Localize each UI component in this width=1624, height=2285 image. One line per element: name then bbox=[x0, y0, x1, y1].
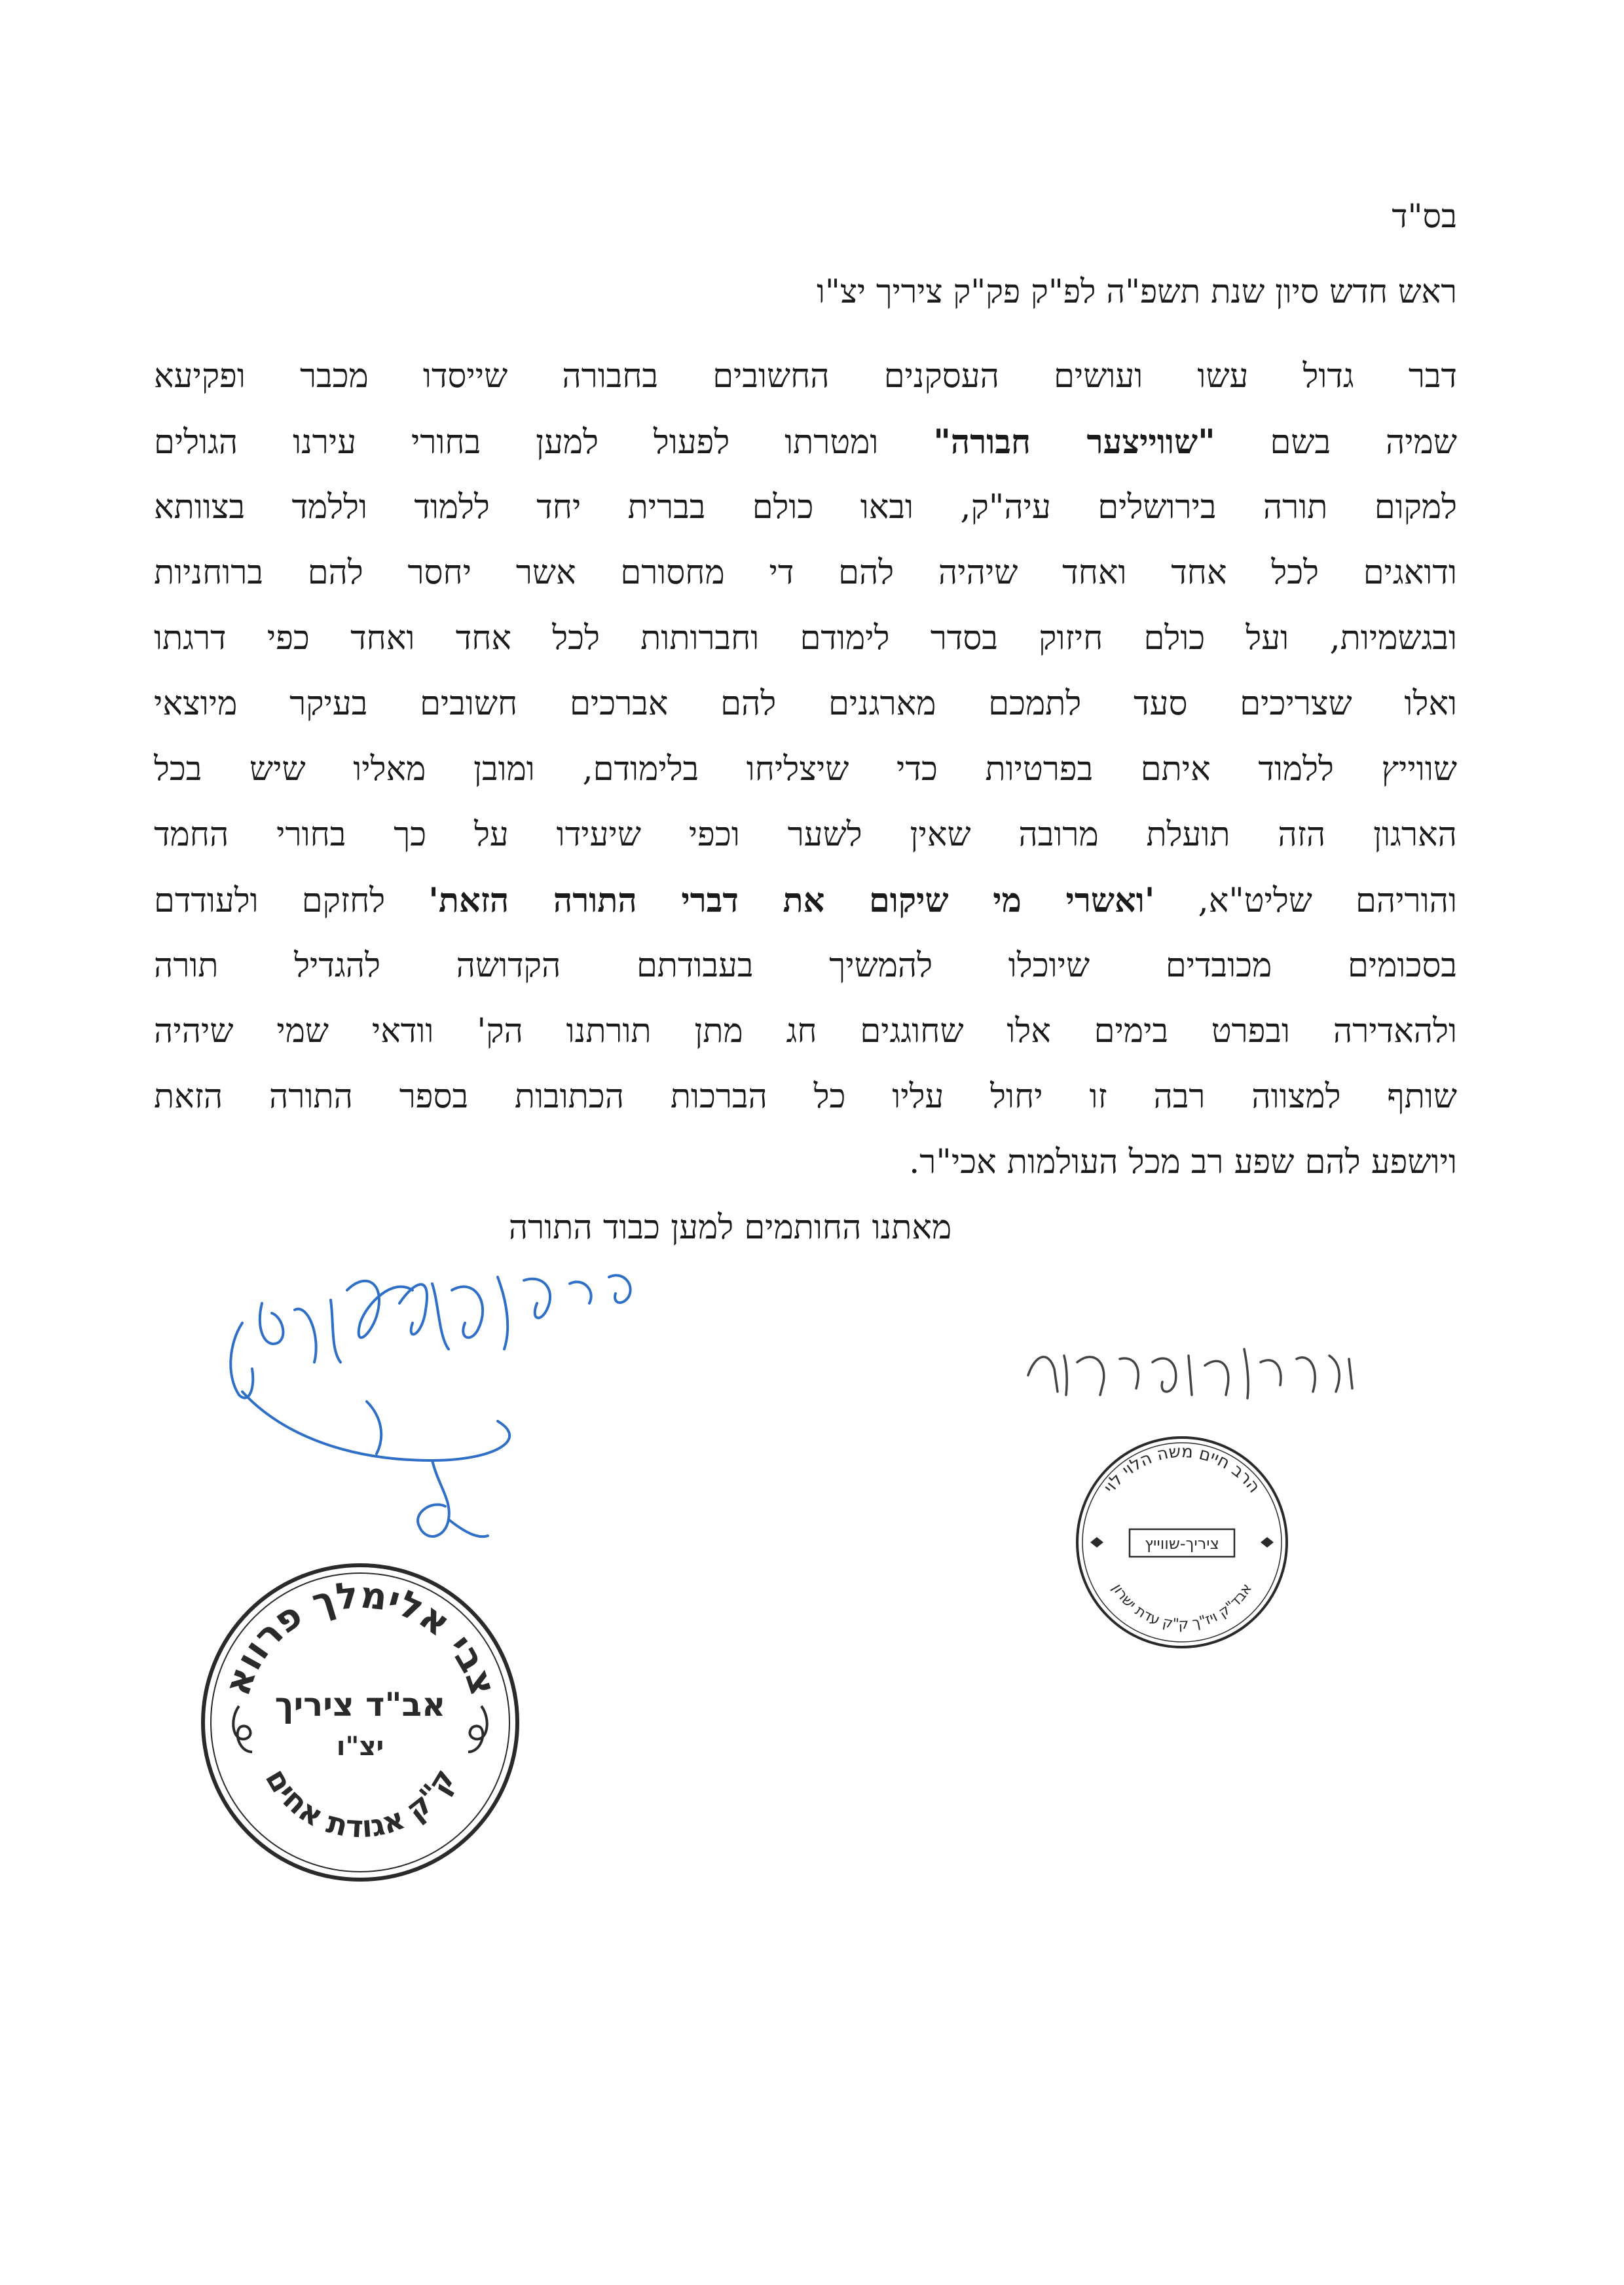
stamp-left-name: צבי אלימלך פרווא bbox=[215, 1574, 505, 1701]
signature-left bbox=[216, 1264, 688, 1552]
body-line: ולהאדירה ובפרט בימים אלו שחוגגים חג מתן תורתנו הק' וודאי שמי שיהיה bbox=[154, 1012, 1457, 1050]
stamp-left bbox=[193, 1555, 527, 1889]
body-text-segment: שמיה בשם bbox=[1215, 423, 1457, 462]
body-line: הארגון הזה תועלת מרובה שאין לשער וכפי שיעידו על כך בחורי החמד bbox=[154, 815, 1457, 854]
letter-body bbox=[154, 344, 1457, 1195]
stamp-left-abbrev: יצ"ו bbox=[336, 1732, 384, 1762]
quoted-verse: 'ואשרי מי שיקום את דברי התורה הזאת' bbox=[428, 881, 1155, 920]
body-line: ודואגים לכל אחד ואחד שיהיה להם די מחסורם אשר יחסר להם ברוחניות bbox=[154, 553, 1457, 592]
body-line: שותף למצווה רבה זו יחול עליו כל הברכות הכתובות בספר התורה הזאת bbox=[154, 1077, 1457, 1116]
body-line: ובגשמיות, ועל כולם חיזוק בסדר לימודם וחברותות לכל אחד ואחד כפי דרגתו bbox=[154, 619, 1457, 658]
body-line: בסכומים מכובדים שיוכלו להמשיך בעבודתם הקדושה להגדיל תורה bbox=[154, 946, 1457, 985]
closing-line bbox=[0, 1205, 1624, 1251]
body-text-segment: ומטרתו לפעול למען בחורי עירנו הגולים bbox=[154, 423, 934, 462]
body-line: ויושפע להם שפע רב מכל העולמות אכי"ר. bbox=[909, 1143, 1457, 1181]
body-line: שווייץ ללמוד איתם בפרטיות כדי שיצליחו בלימודם, ומובן מאליו שיש בכל bbox=[154, 750, 1457, 789]
stamp-right bbox=[1071, 1431, 1293, 1654]
body-line bbox=[154, 868, 1457, 933]
organization-name: "שווייצער חבורה" bbox=[933, 422, 1215, 462]
body-line: ואלו שצריכים סעד לתמכם מארגנים להם אברכים חשובים בעיקר מיוצאי bbox=[154, 684, 1457, 723]
body-line: למקום תורה בירושלים עיה"ק, ובאו כולם בברית יחד ללמוד וללמד בצוותא bbox=[154, 488, 1457, 527]
body-text-segment: והוריהם שליט"א, bbox=[1154, 882, 1457, 920]
body-text-segment: לחזקם ולעודדם bbox=[154, 882, 429, 920]
closing-text: מאתנו החותמים למען כבוד התורה bbox=[508, 1208, 952, 1247]
body-line bbox=[154, 409, 1457, 475]
stamp-right-title: אבד"ק ויז"ך ק"ק עדת ישרון bbox=[1108, 1580, 1256, 1633]
stamp-left-community: ק"ק אגודת אחים bbox=[258, 1762, 462, 1845]
body-line: דבר גדול עשו ועושים העסקנים החשובים בחבורה שייסדו מכבר ופקיעא bbox=[154, 357, 1457, 396]
stamp-right-name: הרב חיים משה הלוי לוי bbox=[1099, 1441, 1264, 1497]
bsd-heading: בס"ד bbox=[1392, 197, 1457, 235]
signature-right bbox=[1022, 1329, 1362, 1415]
stamp-right-city: ציריך-שווייץ bbox=[1145, 1534, 1219, 1553]
stamp-left-title: אב"ד ציריך bbox=[274, 1686, 446, 1724]
date-line: ראש חדש סיון שנת תשפ"ה לפ"ק פק"ק ציריך יצ"ו bbox=[817, 272, 1457, 310]
